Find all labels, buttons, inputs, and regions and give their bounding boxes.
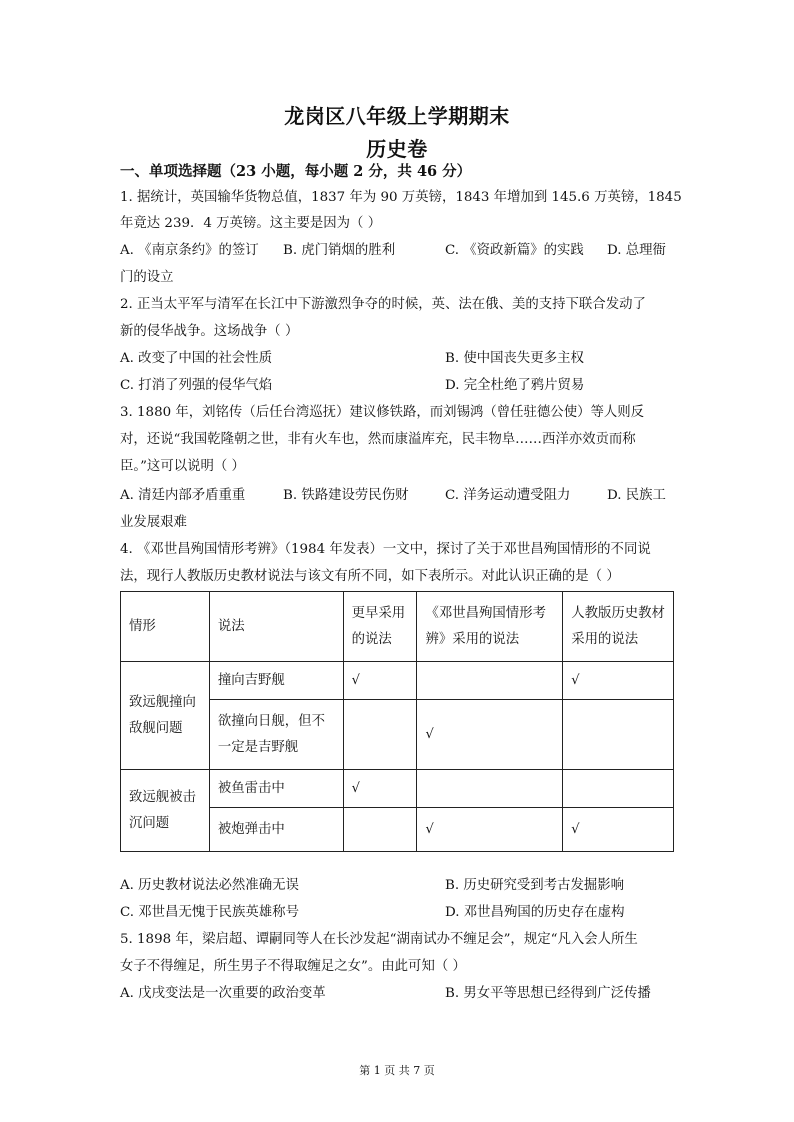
q1-option-b: B. 虎门销烟的胜利 bbox=[283, 243, 396, 258]
q2-option-d: D. 完全杜绝了鸦片贸易 bbox=[445, 378, 585, 393]
q2-stem-line2: 新的侵华战争。这场战争（ ） bbox=[120, 324, 299, 339]
table-check-cell bbox=[417, 662, 563, 700]
q5-option-a: A. 戊戌变法是一次重要的政治变革 bbox=[120, 986, 326, 1001]
table-group-cell: 致远舰被击沉问题 bbox=[121, 770, 210, 852]
q1-option-c: C. 《资政新篇》的实践 bbox=[445, 243, 584, 258]
q3-option-b: B. 铁路建设劳民伤财 bbox=[283, 488, 409, 503]
table-claim-cell: 欲撞向日舰，但不一定是吉野舰 bbox=[209, 700, 343, 770]
table-check-cell bbox=[563, 700, 674, 770]
q1-option-d: D. 总理衙 bbox=[607, 243, 666, 258]
q4-stem-line2: 法，现行人教版历史教材说法与该文有所不同，如下表所示。对此认识正确的是（ ） bbox=[120, 569, 620, 584]
table-row bbox=[121, 770, 674, 808]
table-check-cell bbox=[563, 770, 674, 808]
table-check-cell bbox=[343, 808, 417, 852]
table-check-cell bbox=[343, 700, 417, 770]
table-claim-cell: 撞向吉野舰 bbox=[209, 662, 343, 700]
q3-option-d-cont: 业发展艰难 bbox=[120, 515, 187, 530]
table-header-cell: 《邓世昌殉国情形考辨》采用的说法 bbox=[417, 592, 563, 662]
table-check-cell: √ bbox=[417, 700, 563, 770]
q3-stem-line1: 3. 1880 年，刘铭传（后任台湾巡抚）建议修铁路，而刘锡鸿（曾任驻德公使）等人则反 bbox=[120, 405, 645, 420]
table-check-cell: √ bbox=[563, 662, 674, 700]
table-check-cell: √ bbox=[343, 770, 417, 808]
table-header-cell: 说法 bbox=[209, 592, 343, 662]
q2-stem-line1: 2. 正当太平军与清军在长江中下游激烈争夺的时候，英、法在俄、美的支持下联合发动了 bbox=[120, 297, 646, 312]
exam-subtitle: 历史卷 bbox=[366, 137, 428, 161]
q4-option-a: A. 历史教材说法必然准确无误 bbox=[120, 878, 299, 893]
table-group-cell: 致远舰撞向敌舰问题 bbox=[121, 662, 210, 770]
table-check-cell: √ bbox=[417, 808, 563, 852]
q2-option-a: A. 改变了中国的社会性质 bbox=[120, 351, 273, 366]
q4-option-c: C. 邓世昌无愧于民族英雄称号 bbox=[120, 905, 299, 920]
q5-stem-line2: 女子不得缠足，所生男子不得取缠足之女”。由此可知（ ） bbox=[120, 959, 466, 974]
q1-stem-line1: 1. 据统计，英国输华货物总值，1837 年为 90 万英镑，1843 年增加到 145.6 万英镑，1845 bbox=[120, 190, 682, 205]
q4-option-d: D. 邓世昌殉国的历史存在虚构 bbox=[445, 905, 625, 920]
table-row bbox=[121, 662, 674, 700]
q4-comparison-table bbox=[120, 591, 674, 852]
q5-option-b: B. 男女平等思想已经得到广泛传播 bbox=[445, 986, 651, 1001]
q2-option-b: B. 使中国丧失更多主权 bbox=[445, 351, 584, 366]
section-heading: 一、单项选择题（23 小题，每小题 2 分，共 46 分） bbox=[120, 163, 472, 180]
q2-option-c: C. 打消了列强的侵华气焰 bbox=[120, 378, 273, 393]
q1-stem-line2: 年竟达 239．4 万英镑。这主要是因为（ ） bbox=[120, 216, 382, 231]
table-header-cell: 情形 bbox=[121, 592, 210, 662]
q3-option-a: A. 清廷内部矛盾重重 bbox=[120, 488, 246, 503]
table-check-cell bbox=[417, 770, 563, 808]
q4-stem-line1: 4. 《邓世昌殉国情形考辨》（1984 年发表）一文中，探讨了关于邓世昌殉国情形的不同说 bbox=[120, 542, 651, 557]
q1-option-d-cont: 门的设立 bbox=[120, 270, 174, 285]
q3-stem-line3: 臣。”这可以说明（ ） bbox=[120, 459, 245, 474]
q5-stem-line1: 5. 1898 年，梁启超、谭嗣同等人在长沙发起“湖南试办不缠足会”，规定“凡入会人所生 bbox=[120, 932, 638, 947]
table-header-row bbox=[121, 592, 674, 662]
exam-title: 龙岗区八年级上学期期末 bbox=[284, 104, 510, 128]
q3-option-c: C. 洋务运动遭受阻力 bbox=[445, 488, 571, 503]
q3-stem-line2: 对，还说“我国乾隆朝之世，非有火车也，然而康溢库充，民丰物阜……西洋亦效贡而称 bbox=[120, 432, 636, 447]
table-claim-cell: 被鱼雷击中 bbox=[209, 770, 343, 808]
table-header-cell: 人教版历史教材采用的说法 bbox=[563, 592, 674, 662]
table-check-cell: √ bbox=[343, 662, 417, 700]
table-header-cell: 更早采用的说法 bbox=[343, 592, 417, 662]
table-check-cell: √ bbox=[563, 808, 674, 852]
q4-option-b: B. 历史研究受到考古发掘影响 bbox=[445, 878, 625, 893]
q3-option-d: D. 民族工 bbox=[607, 488, 666, 503]
table-claim-cell: 被炮弹击中 bbox=[209, 808, 343, 852]
q1-option-a: A. 《南京条约》的签订 bbox=[120, 243, 259, 258]
page-number: 第 1 页 共 7 页 bbox=[359, 1064, 435, 1077]
